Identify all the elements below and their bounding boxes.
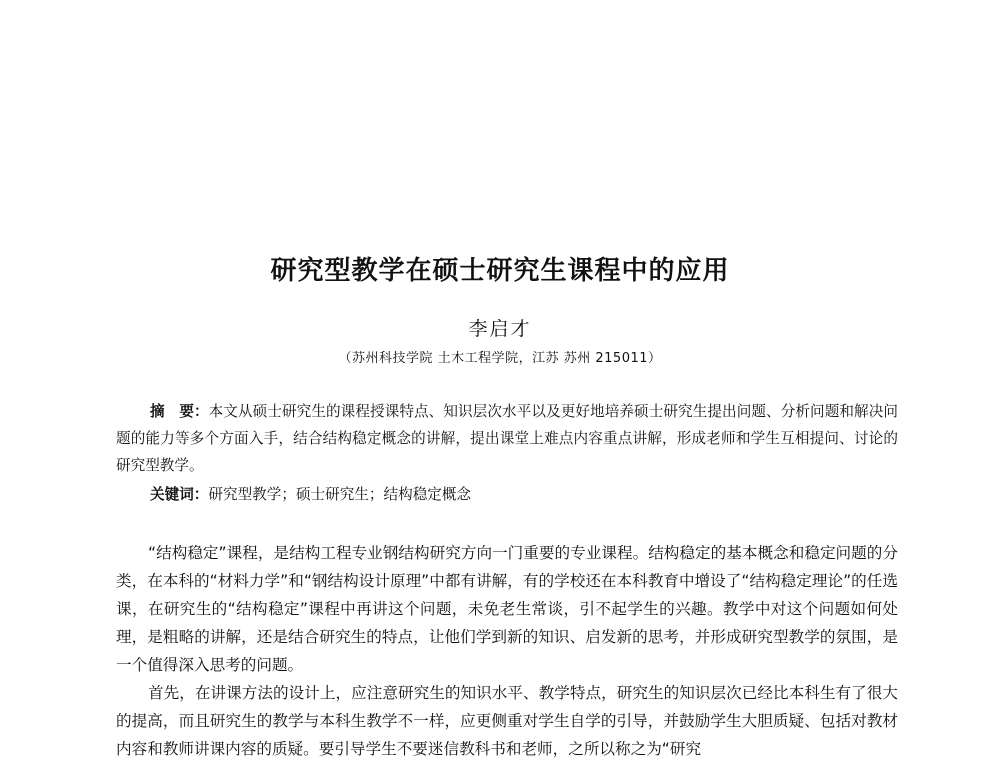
- abstract-text: 本文从硕士研究生的课程授课特点、知识层次水平以及更好地培养硕士研究生提出问题、分析问题和解决问题的能力等多个方面入手，结合结构稳定概念的讲解，提出课堂上难点内容重点讲解，形成老师和学生互相提问、讨论的研究型教学。: [116, 403, 898, 474]
- author-name: 李启才: [468, 318, 532, 340]
- keywords-text: 研究型教学；硕士研究生；结构稳定概念: [208, 486, 472, 503]
- abstract-label: 摘 要：: [150, 403, 209, 420]
- body-paragraph-1: “结构稳定”课程，是结构工程专业钢结构研究方向一门重要的专业课程。结构稳定的基本概念和稳定问题的分类，在本科的“材料力学”和“钢结构设计原理”中都有讲解，有的学校还在本科教育中增设了“结构稳定理论”的任选课，在研究生的“结构稳定”课程中再讲这个问题，未免老生常谈，引不起学生的兴趣。教学中对这个问题如何处理，是粗略的讲解，还是结合研究生的特点，让他们学到新的知识、启发新的思考，并形成研究型教学的氛围，是一个值得深入思考的问题。: [116, 544, 898, 674]
- keywords: [150, 481, 471, 508]
- abstract: [116, 398, 898, 479]
- author-affiliation: （苏州科技学院 土木工程学院，江苏 苏州 215011）: [338, 351, 662, 366]
- body-paragraph-2: 首先，在讲课方法的设计上，应注意研究生的知识水平、教学特点，研究生的知识层次已经比本科生有了很大的提高，而且研究生的教学与本科生教学不一样，应更侧重对学生自学的引导，并鼓励学生大胆质疑、包括对教材内容和教师讲课内容的质疑。要引导学生不要迷信教科书和老师，之所以称之为“研究: [116, 684, 898, 758]
- paper-title: 研究型教学在硕士研究生课程中的应用: [270, 256, 730, 286]
- keywords-label: 关键词：: [150, 486, 209, 503]
